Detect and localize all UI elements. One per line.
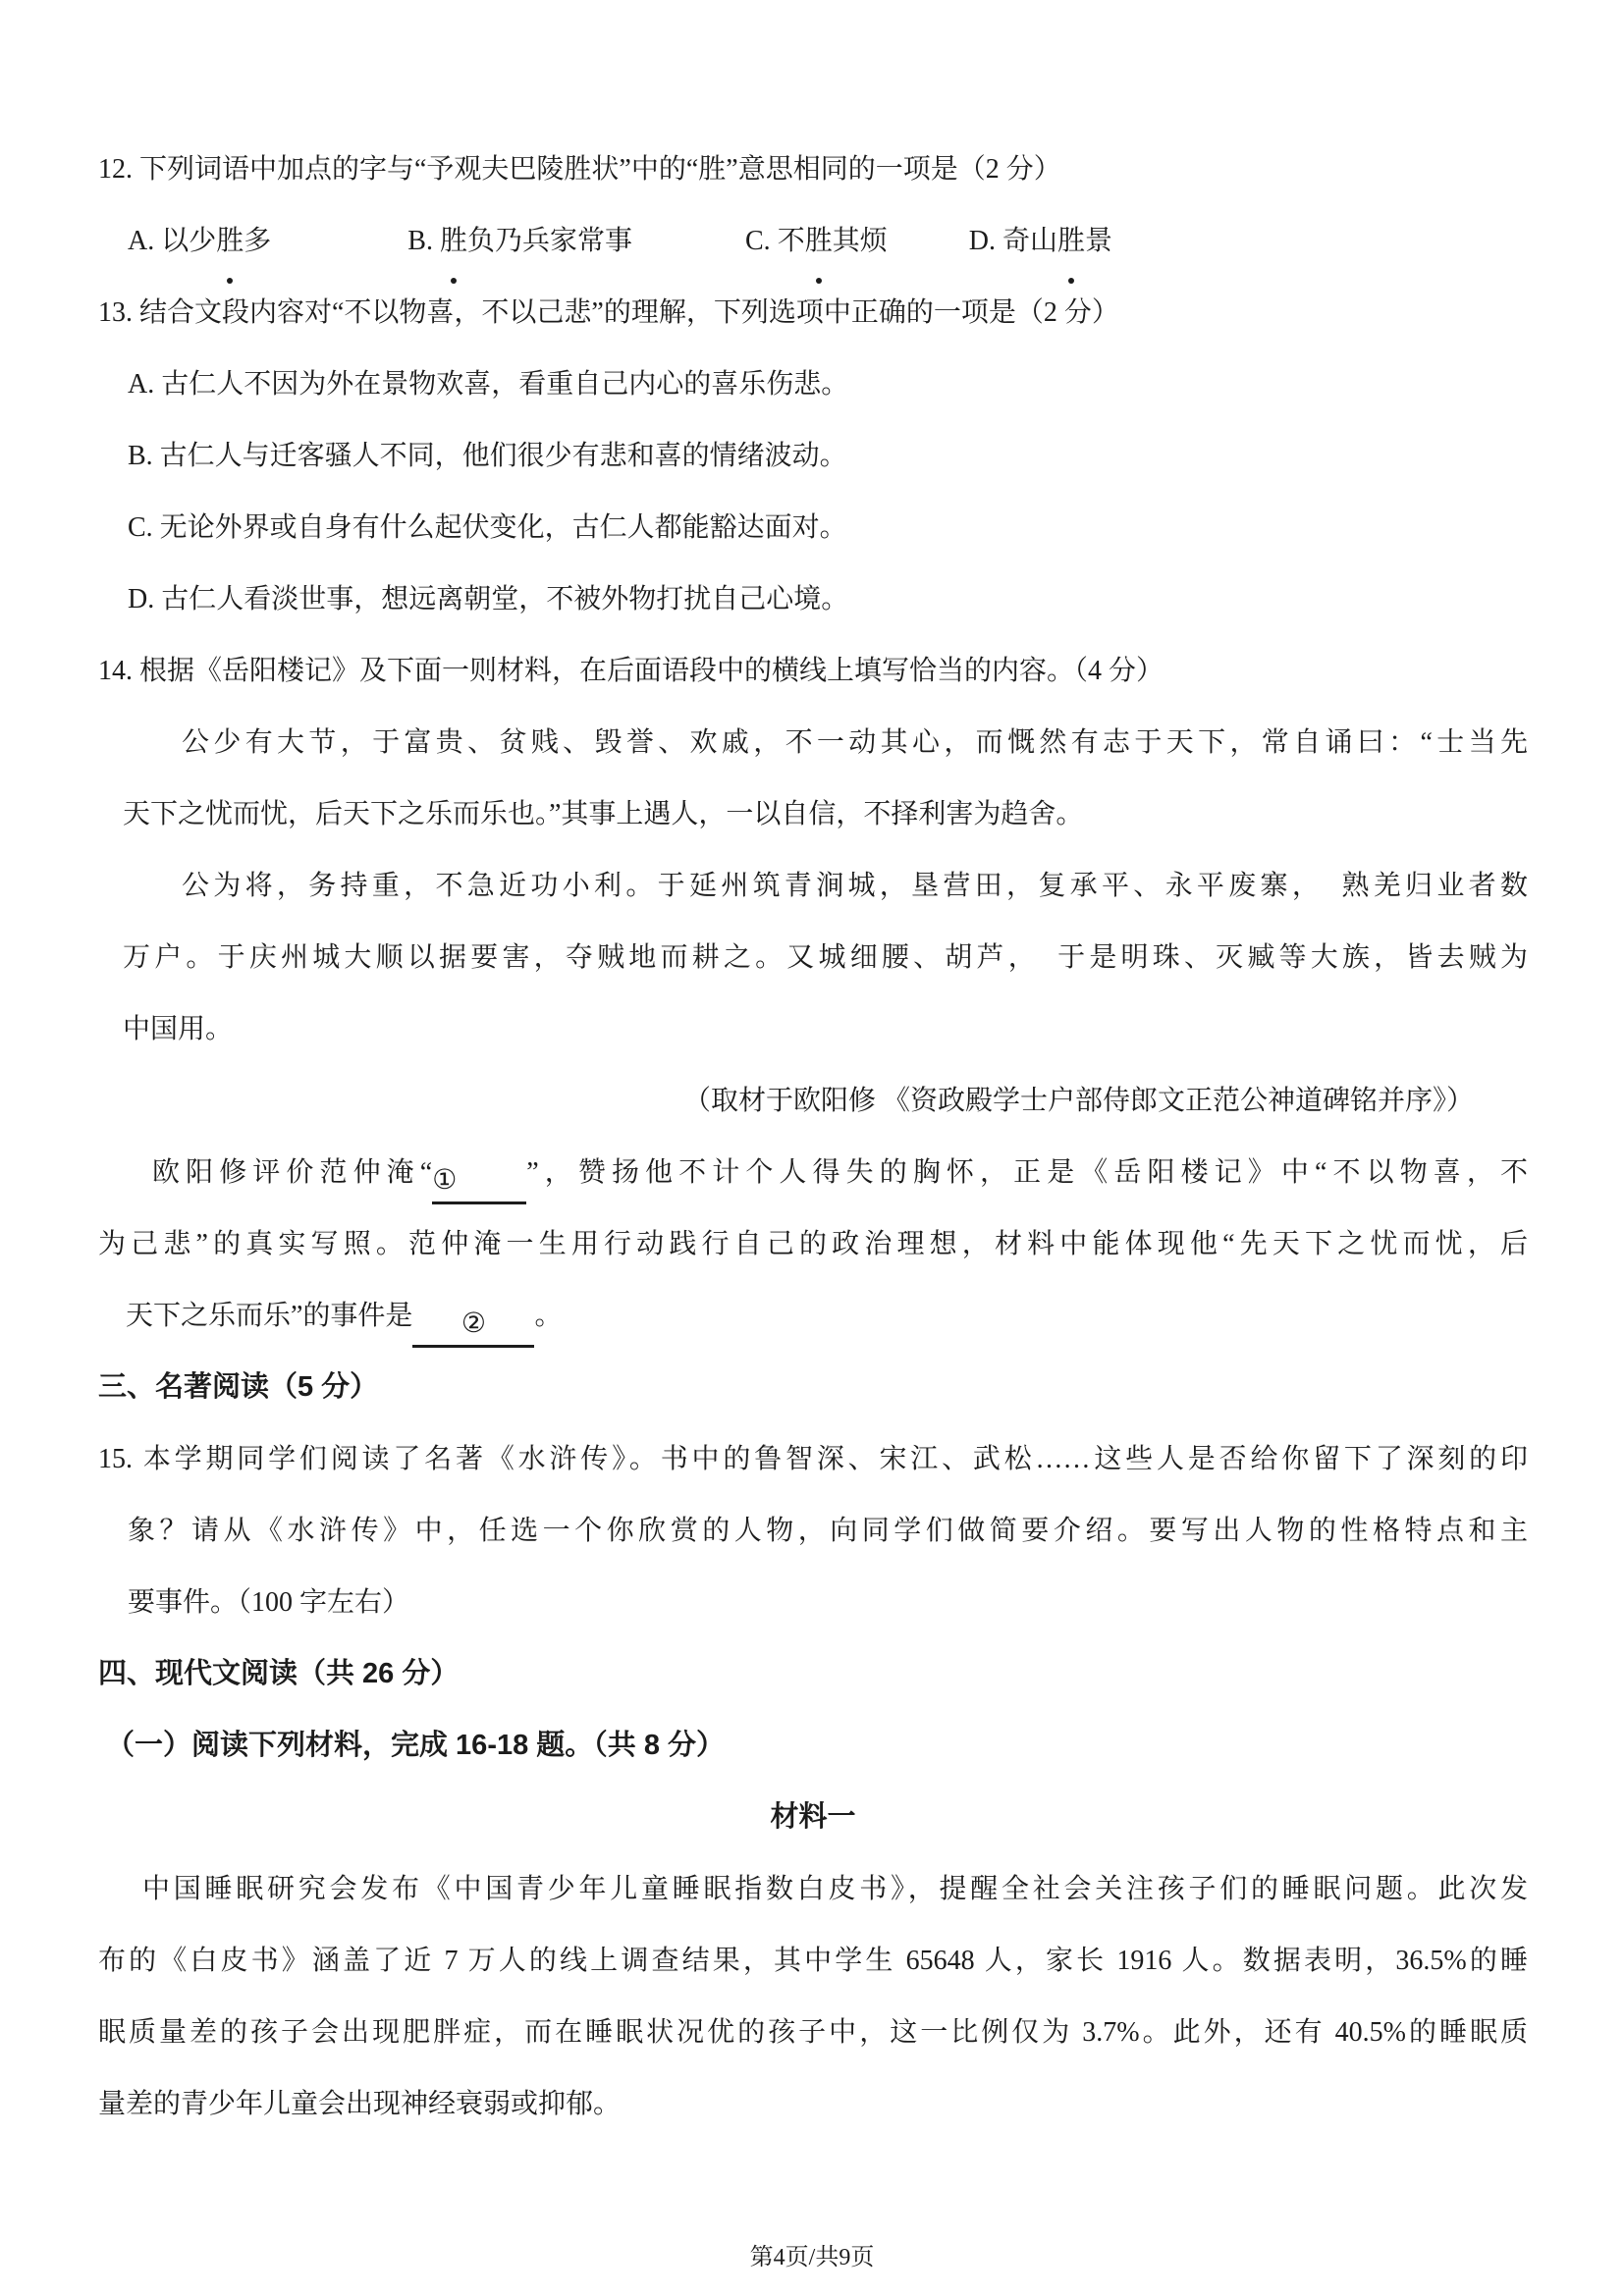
question-15-line-2: 象？请从《水浒传》中，任选一个你欣赏的人物，向同学们做简要介绍。要写出人物的性格特点和主	[128, 1516, 1528, 1546]
q12-option-a-label: A.	[128, 226, 162, 256]
q14-material-line-1: 公少有大节，于富贵、贫贱、毁誉、欢戚，不一动其心，而慨然有志于天下，常自诵曰：“士当先	[182, 727, 1528, 758]
q14-blank-2-number: ②	[460, 1308, 486, 1339]
q12-option-c-pre: 不	[777, 226, 805, 256]
q12-option-d-label: D.	[968, 226, 1002, 256]
q13-option-d: D. 古仁人看淡世事，想远离朝堂，不被外物打扰自己心境。	[128, 584, 849, 614]
material-1-line-2: 布的《白皮书》涵盖了近 7 万人的线上调查结果，其中学生 65648 人，家长 1916 人。数据表明，36.5%的睡	[98, 1946, 1528, 1976]
q12-option-b	[407, 226, 632, 256]
q12-option-b-post: 负乃兵家常事	[466, 226, 632, 256]
material-1-passage	[98, 1853, 1528, 2140]
q14-material-line-5: 中国用。	[123, 1014, 234, 1044]
q12-option-a	[128, 226, 271, 256]
q13-option-c: C. 无论外界或自身有什么起伏变化，古仁人都能豁达面对。	[128, 512, 847, 543]
question-12-stem: 12. 下列词语中加点的字与“予观夫巴陵胜状”中的“胜”意思相同的一项是（2 分）	[98, 154, 1061, 185]
q12-option-a-pre: 以少	[161, 226, 217, 256]
q12-option-d-pre: 奇山	[1001, 226, 1057, 256]
q12-option-c-post: 其烦	[832, 226, 888, 256]
material-1-line-1: 中国睡眠研究会发布《中国青少年儿童睡眠指数白皮书》，提醒全社会关注孩子们的睡眠问题。此次发	[142, 1874, 1528, 1904]
q12-option-c-dotted-char: 胜	[805, 205, 833, 277]
q14-answer-blank-1	[432, 1161, 526, 1204]
section-4-sub-heading: （一）阅读下列材料，完成 16-18 题。（共 8 分）	[106, 1730, 726, 1761]
q14-summary-l3-pre: 天下之乐而乐”的事件是	[126, 1301, 413, 1331]
question-14-stem: 14. 根据《岳阳楼记》及下面一则材料，在后面语段中的横线上填写恰当的内容。（4 分）	[98, 656, 1164, 686]
q13-option-a: A. 古仁人不因为外在景物欢喜，看重自己内心的喜乐伤悲。	[128, 369, 849, 400]
q14-summary-l1-pre: 欧阳修评价范仲淹“	[152, 1157, 433, 1188]
question-15-line-1: 15. 本学期同学们阅读了名著《水浒传》。书中的鲁智深、宋江、武松……这些人是否给你留下了深刻的印	[98, 1444, 1528, 1474]
q12-option-d-post: 景	[1085, 226, 1113, 256]
q14-summary-line-2: 为己悲”的真实写照。范仲淹一生用行动践行自己的政治理想，材料中能体现他“先天下之忧而忧，后	[98, 1229, 1528, 1259]
page-content	[98, 133, 1528, 2140]
q12-option-c-label: C.	[745, 226, 778, 256]
q14-summary-line-3	[98, 1280, 1528, 1352]
section-4-heading: 四、现代文阅读（共 26 分）	[98, 1658, 460, 1689]
material-1-line-3: 眠质量差的孩子会出现肥胖症，而在睡眠状况优的孩子中，这一比例仅为 3.7%。此外，还有 40.5%的睡眠质	[98, 2017, 1528, 2048]
q14-material-quote	[98, 707, 1528, 1137]
q14-material-line-3: 公为将，务持重，不急近功小利。于延州筑青涧城，垦营田，复承平、永平废寨， 熟羌归业者数	[182, 871, 1528, 901]
section-3-heading: 三、名著阅读（5 分）	[98, 1371, 379, 1403]
q14-blank-1-number: ①	[432, 1165, 458, 1196]
q12-option-c	[745, 226, 888, 256]
page-number: 第4页/共9页	[749, 2245, 875, 2270]
question-15-line-3: 要事件。（100 字左右）	[128, 1587, 410, 1618]
q14-material-line-4: 万户。于庆州城大顺以据要害，夺贼地而耕之。又城细腰、胡芦， 于是明珠、灭臧等大族，皆去贼为	[123, 942, 1528, 973]
q14-summary-l3-post: 。	[534, 1301, 563, 1331]
material-1-title: 材料一	[770, 1801, 856, 1833]
q14-material-attribution: （取材于欧阳修 《资政殿学士户部侍郎文正范公神道碑铭并序》）	[682, 1086, 1474, 1116]
material-1-line-4: 量差的青少年儿童会出现神经衰弱或抑郁。	[98, 2089, 622, 2119]
q14-answer-blank-2	[412, 1305, 534, 1348]
question-12-options	[98, 205, 1528, 277]
q12-option-d	[969, 226, 1112, 256]
question-13-stem: 13. 结合文段内容对“不以物喜，不以己悲”的理解，下列选项中正确的一项是（2 分）	[98, 297, 1119, 328]
q12-option-a-post: 多	[244, 226, 272, 256]
q14-summary-l1-post: ”，赞扬他不计个人得失的胸怀，正是《岳阳楼记》中“不以物喜，不	[526, 1157, 1529, 1188]
q12-option-b-dotted-char: 胜	[440, 205, 467, 277]
q12-option-b-label: B.	[407, 226, 440, 256]
q13-option-b: B. 古仁人与迁客骚人不同，他们很少有悲和喜的情绪波动。	[128, 441, 847, 471]
q12-option-d-dotted-char: 胜	[1057, 205, 1085, 277]
q14-summary-line-1	[98, 1137, 1528, 1208]
q12-option-a-dotted-char: 胜	[216, 205, 244, 277]
q14-material-line-2: 天下之忧而忧，后天下之乐而乐也。”其事上遇人，一以自信，不择利害为趋舍。	[123, 799, 1084, 829]
